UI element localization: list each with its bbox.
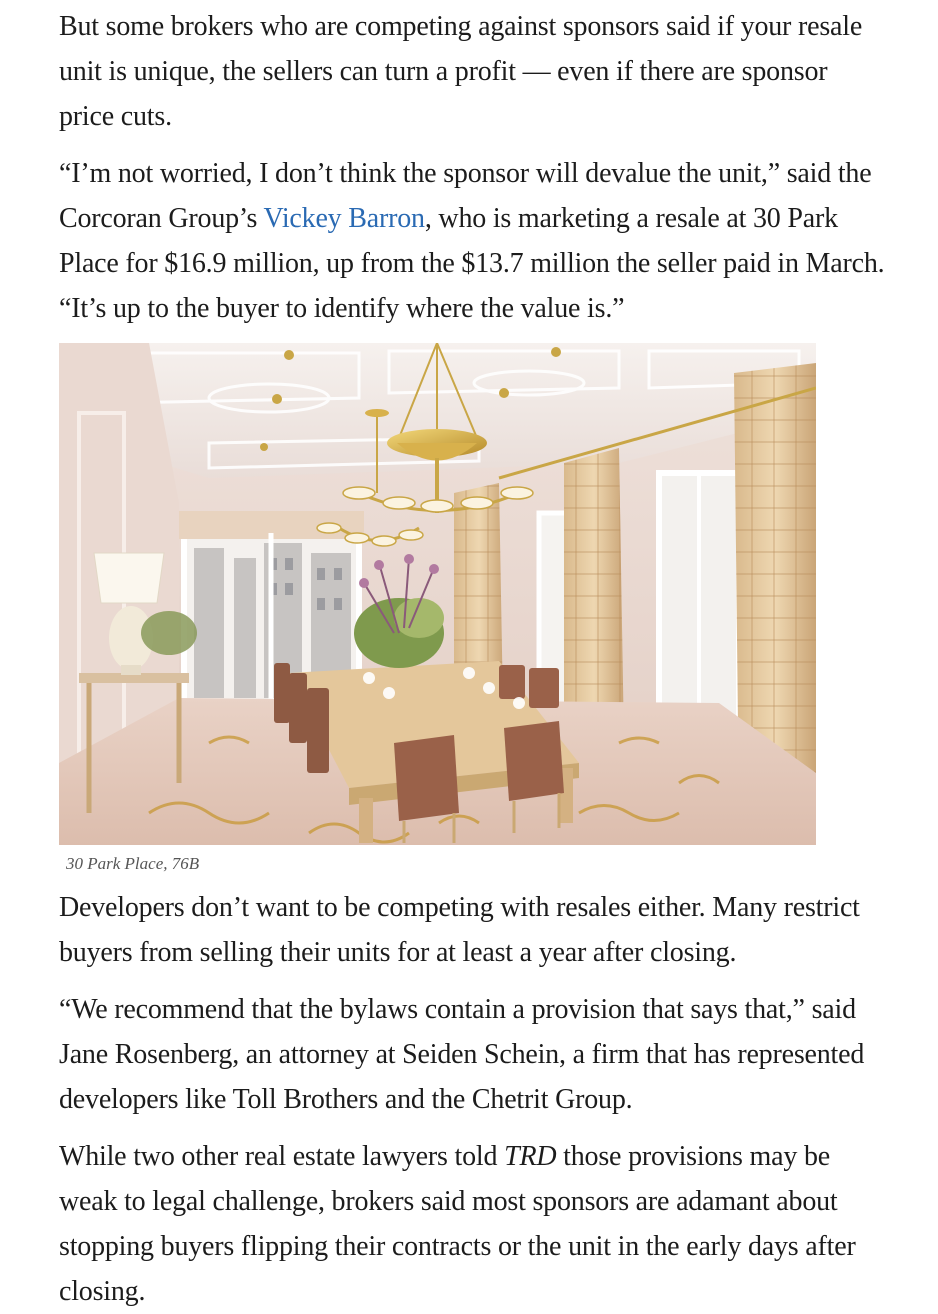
paragraph-lawyers-trd — [59, 1134, 889, 1314]
paragraph-lawyers-trd-text-1: While two other real estate lawyers told — [59, 1141, 505, 1172]
paragraph-rosenberg-quote: “We recommend that the bylaws contain a provision that says that,” said Jane Rosenberg, an attorney at Seiden Schein, a firm that has represented developers like Toll Brothers and the Chetrit Group. — [59, 994, 865, 1115]
article-figure — [59, 343, 816, 875]
dining-room-photo — [59, 343, 816, 845]
publication-name: TRD — [504, 1141, 557, 1172]
paragraph-barron-quote-text-2: , who is marketing a resale at 30 Park Place for $16.9 million, up from the $13.7 million the seller paid in March. “It’s up to the buyer to identify where the value is.” — [59, 203, 885, 324]
paragraph-lawyers-trd-text-2: those provisions may be weak to legal challenge, brokers said most sponsors are adamant about stopping buyers flipping their contracts or the unit in the early days after closing. — [59, 1141, 856, 1307]
article-body — [59, 4, 889, 1314]
vickey-barron-link[interactable]: Vickey Barron — [263, 203, 425, 234]
photo-caption: 30 Park Place, 76B — [66, 854, 200, 873]
paragraph-barron-quote-text-1: “I’m not worried, I don’t think the sponsor will devalue the unit,” said the Corcoran Group’s — [59, 158, 872, 234]
paragraph-developers-resales: Developers don’t want to be competing with resales either. Many restrict buyers from selling their units for at least a year after closing. — [59, 892, 860, 968]
paragraph-brokers-resale: But some brokers who are competing against sponsors said if your resale unit is unique, the sellers can turn a profit — even if there are sponsor price cuts. — [59, 11, 863, 132]
paragraph-barron-quote — [59, 151, 889, 331]
